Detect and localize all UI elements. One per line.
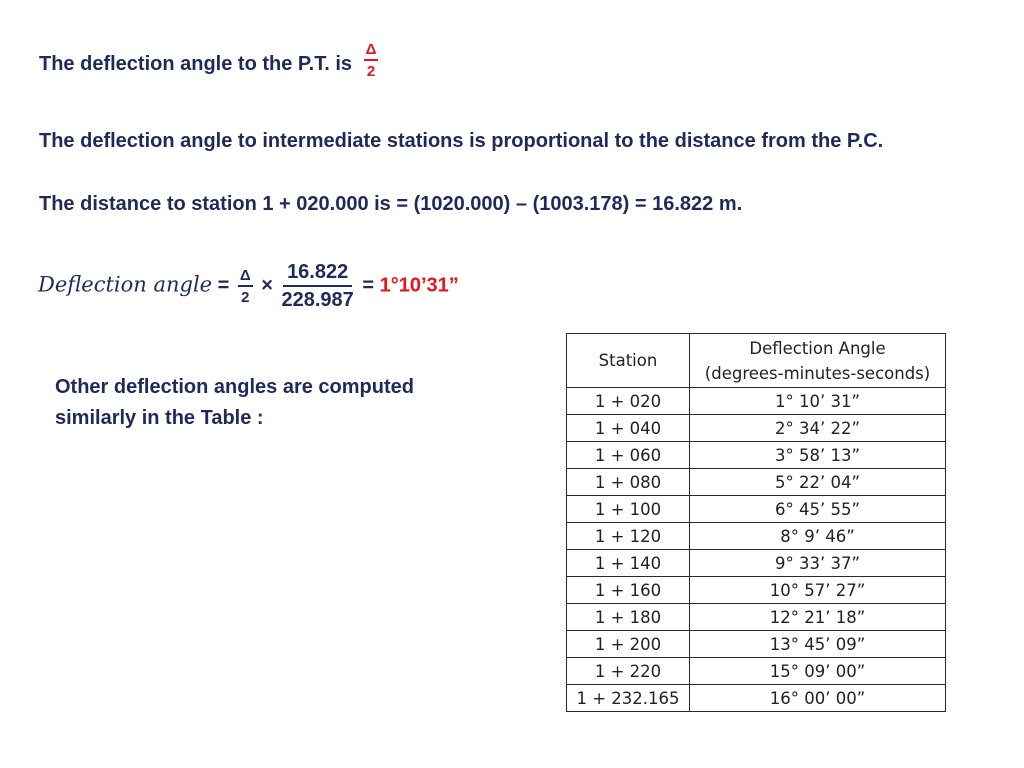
distance-statement: The distance to station 1 + 020.000 is = (1020.000) – (1003.178) = 16.822 m. xyxy=(39,193,743,215)
table-row xyxy=(567,442,946,469)
table-row xyxy=(567,469,946,496)
table-body xyxy=(567,388,946,712)
pt-deflection-text: The deflection angle to the P.T. is xyxy=(39,52,353,75)
formula-length-denominator: 228.987 xyxy=(281,289,354,311)
table-row xyxy=(567,415,946,442)
deflection-angle-cell: 5° 22’ 04” xyxy=(690,469,946,496)
formula-equals: = xyxy=(217,274,230,297)
formula-times: × xyxy=(261,274,273,297)
formula-distance-numerator: 16.822 xyxy=(283,262,352,287)
deflection-angle-cell: 9° 33’ 37” xyxy=(690,550,946,577)
table-row xyxy=(567,631,946,658)
deflection-angle-cell: 3° 58’ 13” xyxy=(690,442,946,469)
delta-over-two-fraction xyxy=(364,42,379,79)
deflection-angle-cell: 16° 00’ 00” xyxy=(690,685,946,712)
station-cell: 1 + 120 xyxy=(567,523,690,550)
deflection-angle-cell: 12° 21’ 18” xyxy=(690,604,946,631)
table-row xyxy=(567,523,946,550)
deflection-angle-column-header xyxy=(690,334,946,388)
table-row xyxy=(567,658,946,685)
deflection-angle-cell: 6° 45’ 55” xyxy=(690,496,946,523)
table-row xyxy=(567,496,946,523)
fraction-numerator: Δ xyxy=(364,42,379,61)
table-note xyxy=(55,372,515,434)
station-cell: 1 + 040 xyxy=(567,415,690,442)
station-column-header: Station xyxy=(567,334,690,388)
deflection-angle-cell: 2° 34’ 22” xyxy=(690,415,946,442)
deflection-angle-cell: 10° 57’ 27” xyxy=(690,577,946,604)
station-cell: 1 + 220 xyxy=(567,658,690,685)
fraction-denominator: 2 xyxy=(366,63,376,80)
intermediate-stations-statement: The deflection angle to intermediate stations is proportional to the distance from the P.C. xyxy=(39,130,884,152)
formula-delta-denominator: 2 xyxy=(241,288,250,306)
formula-lhs: Deflection angle xyxy=(38,272,213,297)
station-cell: 1 + 020 xyxy=(567,388,690,415)
formula-result: 1°10’31” xyxy=(379,274,459,297)
formula-distance-fraction xyxy=(282,262,354,310)
table-header-row xyxy=(567,334,946,388)
deflection-angle-cell: 1° 10’ 31” xyxy=(690,388,946,415)
deflection-angle-header-title: Deflection Angle xyxy=(749,338,886,358)
pt-deflection-statement xyxy=(39,41,378,83)
station-cell: 1 + 200 xyxy=(567,631,690,658)
table-row xyxy=(567,550,946,577)
deflection-angle-header-units: (degrees-minutes-seconds) xyxy=(704,363,931,383)
deflection-angle-cell: 13° 45’ 09” xyxy=(690,631,946,658)
station-cell: 1 + 180 xyxy=(567,604,690,631)
table-row xyxy=(567,388,946,415)
station-cell: 1 + 232.165 xyxy=(567,685,690,712)
station-cell: 1 + 060 xyxy=(567,442,690,469)
deflection-angle-cell: 8° 9’ 46” xyxy=(690,523,946,550)
table-row xyxy=(567,604,946,631)
formula-equals-result: = xyxy=(362,274,375,297)
station-cell: 1 + 160 xyxy=(567,577,690,604)
formula-delta-numerator: Δ xyxy=(238,268,253,287)
table-row xyxy=(567,685,946,712)
table-row xyxy=(567,577,946,604)
deflection-angle-cell: 15° 09’ 00” xyxy=(690,658,946,685)
station-cell: 1 + 140 xyxy=(567,550,690,577)
station-cell: 1 + 100 xyxy=(567,496,690,523)
table-note-line-1: Other deflection angles are computed xyxy=(55,376,414,398)
deflection-angle-table xyxy=(566,333,946,712)
table-note-line-2: similarly in the Table : xyxy=(55,407,264,429)
station-cell: 1 + 080 xyxy=(567,469,690,496)
formula-delta-fraction xyxy=(238,268,253,305)
deflection-angle-formula xyxy=(38,262,459,310)
